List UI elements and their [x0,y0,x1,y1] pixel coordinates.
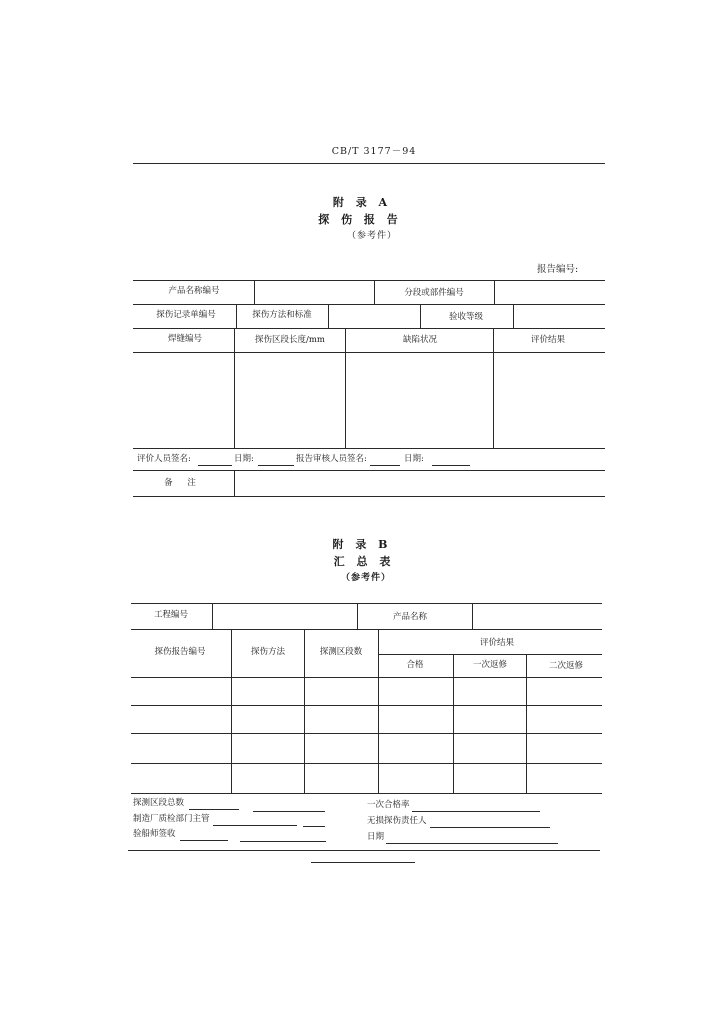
column-evaluation-group: 评价结果 [479,638,515,648]
date-label: 日期: [404,454,424,464]
table-a-divider [234,328,235,448]
total-sections-label: 探测区段总数 [133,798,185,808]
inspector-blank [240,841,326,842]
date-blank [386,843,558,844]
footer-rule [128,850,600,851]
first-pass-rate-label: 一次合格率 [367,800,410,810]
qc-supervisor-label: 制造厂质检部门主管 [133,814,210,824]
appendix-b-note: （参考件） [340,573,392,583]
assessor-signature-blank [198,465,232,466]
table-b-divider [357,603,358,629]
column-first-repair: 一次返修 [472,660,508,670]
column-defect-status: 缺陷状况 [402,335,438,345]
project-number-label: 工程编号 [153,610,189,620]
table-b-divider [526,654,527,793]
product-name-number-label: 产品名称编号 [168,286,220,296]
table-b-divider [378,629,379,793]
ndt-supervisor-blank [430,827,550,828]
column-section-length: 探伤区段长度/mm [255,335,325,345]
section-number-label: 分段或部件编号 [404,288,464,298]
date-blank [432,465,470,466]
column-method: 探伤方法 [250,647,286,657]
report-number-label: 报告编号: [537,264,579,275]
remarks-label: 备 注 [164,478,202,488]
table-b-divider [212,603,213,629]
table-b-rule [131,733,602,734]
first-pass-rate-blank [412,811,540,812]
acceptance-grade-label: 验收等级 [448,312,484,322]
table-a-divider [420,304,421,328]
table-a-rule [133,352,605,353]
column-evaluation-result: 评价结果 [530,335,566,345]
table-b-divider [231,629,232,793]
date-blank [258,465,294,466]
appendix-a-note: （参考件） [346,231,398,241]
reviewer-signature-blank [370,465,400,466]
appendix-b-title: 汇 总 表 [333,555,395,568]
table-a-divider [254,280,255,304]
table-b-divider [453,654,454,793]
inspector-label: 验船师签收 [133,829,176,839]
table-a-divider [234,470,235,496]
table-a-rule [133,328,605,329]
date-label: 日期: [234,454,254,464]
product-name-label: 产品名称 [392,612,428,622]
table-a-divider [493,328,494,448]
table-a-divider [345,328,346,448]
table-a-rule [133,448,605,449]
table-b-rule [131,705,602,706]
column-pass: 合格 [406,660,424,670]
table-b-rule [378,654,602,655]
assessor-signature-label: 评价人员签名: [137,454,191,464]
table-b-bottom-rule [131,793,602,794]
standard-code: CB/T 3177－94 [331,146,417,157]
table-a-divider [236,304,237,328]
appendix-b-label: 附 录 B [332,538,392,551]
table-b-divider [304,629,305,793]
appendix-a-title: 探 伤 报 告 [318,213,402,226]
table-b-rule [131,763,602,764]
total-sections-blank [189,809,239,810]
table-b-rule [131,629,602,630]
qc-supervisor-blank [303,826,325,827]
reviewer-signature-label: 报告审核人员签名: [296,454,367,464]
total-sections-blank [253,811,325,812]
table-b-divider [472,603,473,629]
end-mark-rule [311,862,415,863]
table-a-divider [328,304,329,328]
method-standard-label: 探伤方法和标准 [252,310,312,320]
column-report-number: 探伤报告编号 [154,647,206,657]
column-weld-number: 焊缝编号 [167,334,203,344]
table-a-divider [513,304,514,328]
header-rule [133,163,605,164]
column-second-repair: 二次返修 [548,661,584,671]
table-a-top-rule [133,280,605,281]
table-a-rule [133,304,605,305]
table-a-rule [133,470,605,471]
date-label: 日期 [367,832,385,842]
table-b-top-rule [131,603,602,604]
record-number-label: 探伤记录单编号 [156,310,216,320]
table-a-bottom-rule [133,496,605,497]
table-b-rule [131,677,602,678]
qc-supervisor-blank [213,825,297,826]
ndt-supervisor-label: 无损探伤责任人 [367,816,427,826]
table-a-divider [374,280,375,304]
inspector-blank [180,840,228,841]
column-section-count: 探测区段数 [319,647,363,657]
table-a-divider [494,280,495,304]
appendix-a-label: 附 录 A [332,196,392,209]
